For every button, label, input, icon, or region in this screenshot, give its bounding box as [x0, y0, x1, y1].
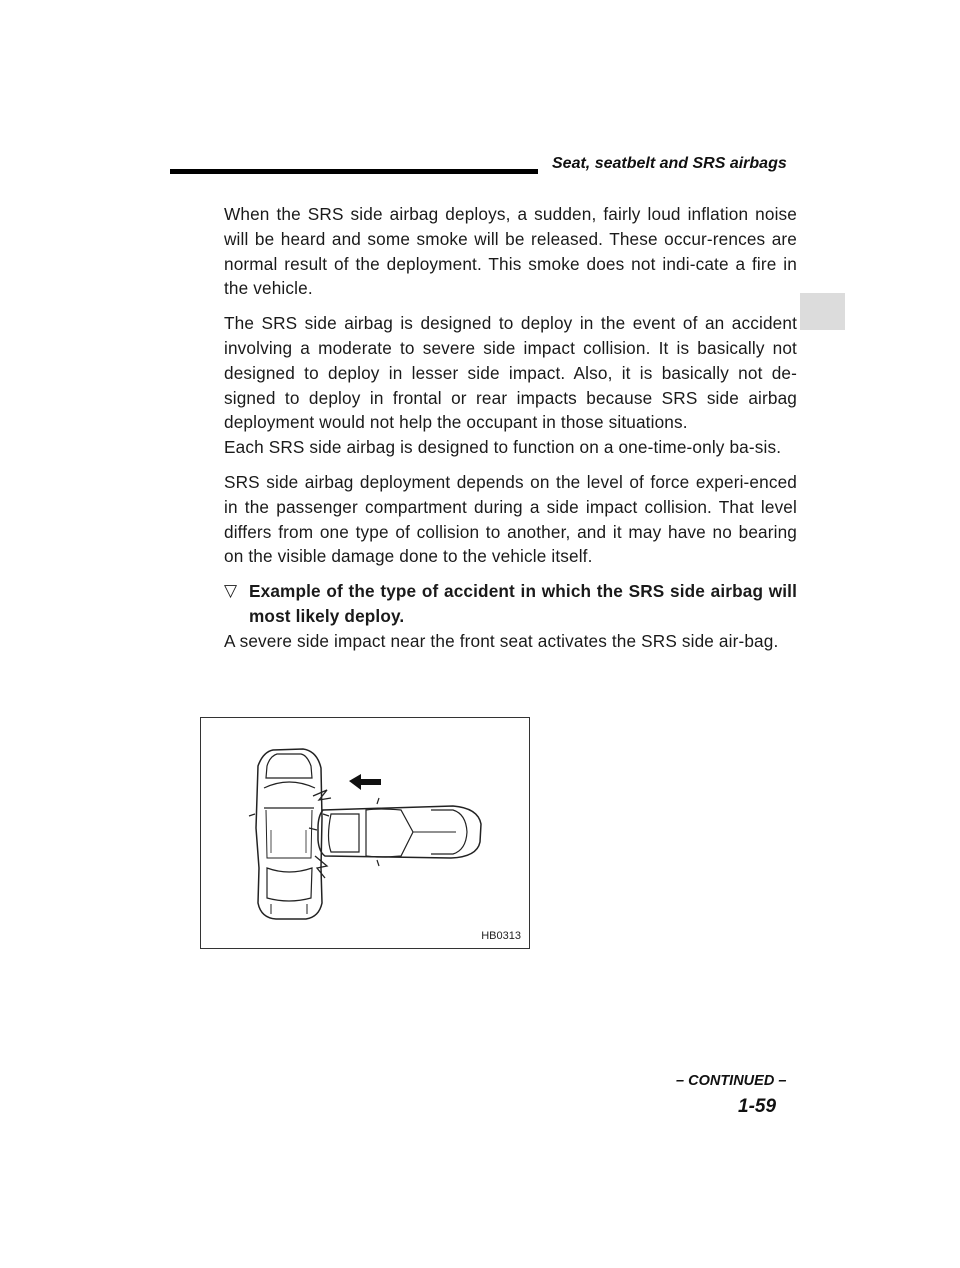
chapter-tab-marker: [800, 293, 845, 330]
paragraph-deploy-conditions: The SRS side airbag is designed to deploy in the event of an accident involving a moderate to severe side impact collision. It is basically not designed to deploy in lesser side impact. Also, it is basically not de-signed to deploy in frontal or rear impacts because SRS side airbag deployment would not help the occupant in those situations.: [224, 313, 797, 433]
example-heading: [224, 579, 797, 629]
struck-car-icon: [249, 749, 329, 919]
side-impact-diagram: [201, 718, 529, 948]
body-text: [224, 202, 797, 664]
figure-code: HB0313: [481, 930, 521, 942]
page-number: 1-59: [738, 1096, 777, 1117]
paragraph-deployment-noise: When the SRS side airbag deploys, a sudden, fairly loud inflation noise will be heard and some smoke will be released. These occur-rences are normal result of the deployment. This smoke does not indi-cate a fire in the vehicle.: [224, 204, 797, 299]
paragraph-force-level: SRS side airbag deployment depends on the level of force experi-enced in the passenger compartment during a side impact collision. That level differs from one type of collision to another, and it may have no bearing on the visible damage done to the vehicle itself.: [224, 471, 797, 567]
paragraph-one-time: Each SRS side airbag is designed to function on a one-time-only ba-sis.: [224, 437, 782, 458]
paragraph-severe-impact: A severe side impact near the front seat activates the SRS side air-bag.: [224, 630, 779, 651]
triangle-marker-icon: ▽: [224, 581, 238, 601]
illustration-side-impact: [200, 717, 530, 949]
example-heading-text: Example of the type of accident in which the SRS side airbag will most likely deploy.: [249, 581, 797, 626]
header-rule: [170, 169, 538, 174]
section-title: Seat, seatbelt and SRS airbags: [552, 155, 787, 172]
impact-direction-arrow-icon: [349, 774, 381, 790]
striking-car-icon: [318, 798, 481, 866]
impact-burst-icon: [309, 790, 331, 878]
continued-label: – CONTINUED –: [676, 1073, 787, 1089]
